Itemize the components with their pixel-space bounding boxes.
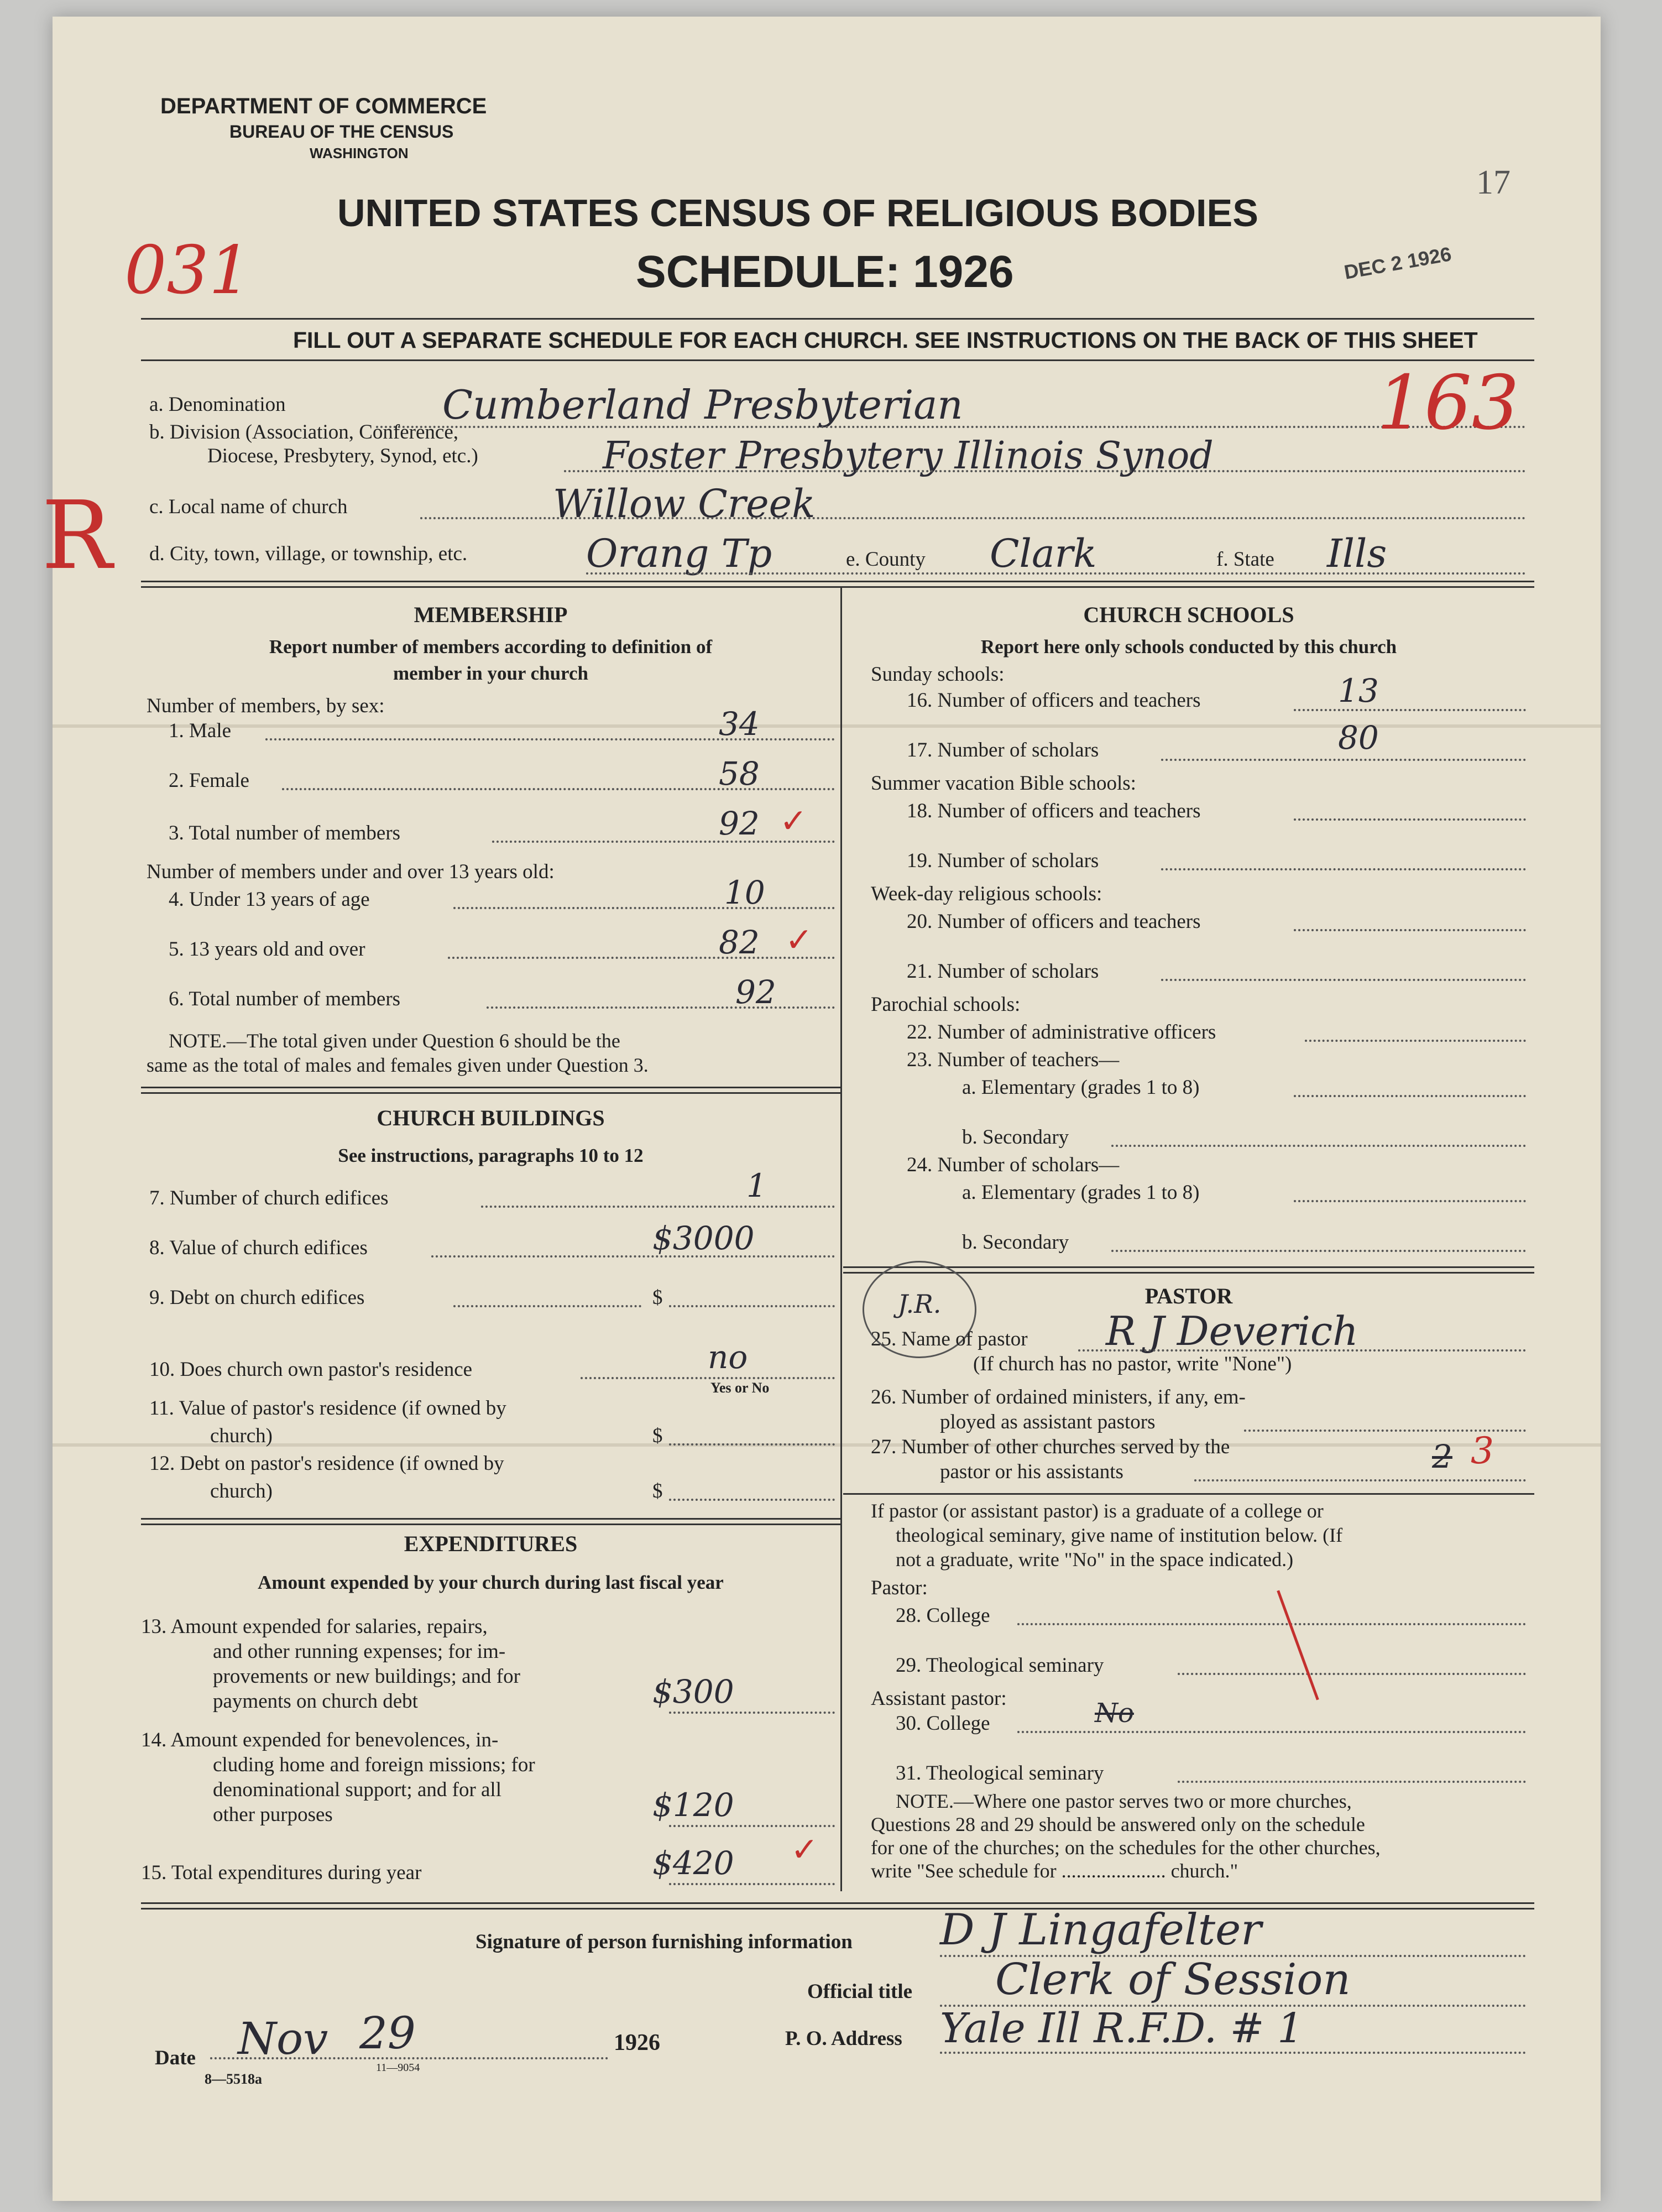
q4-label: 4. Under 13 years of age xyxy=(169,888,370,911)
circled-initials: J.R. xyxy=(863,1261,976,1358)
answer-line xyxy=(1017,1731,1526,1733)
city-label: d. City, town, village, or township, etc. xyxy=(149,542,468,565)
check-mark-icon: ✓ xyxy=(791,1832,819,1868)
answer-line xyxy=(1178,1781,1526,1783)
q29-label: 29. Theological seminary xyxy=(896,1654,1104,1677)
q9-label: 9. Debt on church edifices xyxy=(149,1286,365,1309)
divider xyxy=(141,359,1534,361)
divider xyxy=(843,1493,1534,1495)
print-number: 11—9054 xyxy=(376,2062,420,2074)
answer-line xyxy=(1017,1623,1526,1625)
graduate-instruction: If pastor (or assistant pastor) is a graduate of a college or xyxy=(871,1500,1324,1522)
schools-subtitle: Report here only schools conducted by this church xyxy=(980,636,1397,658)
q8-label: 8. Value of church edifices xyxy=(149,1237,368,1259)
answer-line xyxy=(581,1377,835,1379)
q18-label: 18. Number of officers and teachers xyxy=(907,800,1201,822)
answer-line xyxy=(420,517,1526,519)
sunday-label: Sunday schools: xyxy=(871,663,1005,686)
q27-label: 27. Number of other churches served by the xyxy=(871,1436,1230,1458)
buildings-subtitle: See instructions, paragraphs 10 to 12 xyxy=(338,1145,644,1166)
answer-line xyxy=(669,1825,835,1827)
graduate-instruction-2: theological seminary, give name of institution below. (If xyxy=(896,1524,1343,1546)
q27-struck-value: 2 xyxy=(1432,1438,1452,1475)
po-address-label: P. O. Address xyxy=(785,2027,902,2050)
county-value: Clark xyxy=(990,531,1097,576)
q26-label-2: ployed as assistant pastors xyxy=(940,1411,1156,1433)
divider xyxy=(141,1092,840,1094)
answer-line xyxy=(669,1883,835,1885)
received-date-stamp: DEC 2 1926 xyxy=(1342,242,1454,284)
red-number-annotation: 163 xyxy=(1377,359,1519,446)
q13-label-3: provements or new buildings; and for xyxy=(213,1665,520,1688)
answer-line xyxy=(669,1443,835,1446)
po-address-value: Yale Ill R.F.D. # 1 xyxy=(940,2005,1304,2052)
answer-line xyxy=(1111,1250,1526,1252)
membership-note-2: same as the total of males and females given under Question 3. xyxy=(147,1054,649,1076)
divider xyxy=(141,318,1534,320)
q24-label: 24. Number of scholars— xyxy=(907,1154,1120,1176)
dept-heading: DEPARTMENT OF COMMERCE xyxy=(160,94,487,118)
summer-label: Summer vacation Bible schools: xyxy=(871,772,1136,795)
q27-label-2: pastor or his assistants xyxy=(940,1460,1123,1483)
q17-label: 17. Number of scholars xyxy=(907,739,1099,761)
divider xyxy=(141,586,1534,588)
q7-label: 7. Number of church edifices xyxy=(149,1187,389,1209)
q25-label: 25. Name of pastor xyxy=(871,1328,1028,1350)
q2-value: 58 xyxy=(719,755,760,792)
q5-label: 5. 13 years old and over xyxy=(169,938,365,961)
state-label: f. State xyxy=(1216,548,1274,571)
q3-label: 3. Total number of members xyxy=(169,822,401,844)
schedule-title: SCHEDULE: 1926 xyxy=(636,247,1014,297)
buildings-heading: CHURCH BUILDINGS xyxy=(377,1105,605,1130)
answer-line xyxy=(1294,929,1526,931)
answer-line xyxy=(1178,1673,1526,1675)
answer-line xyxy=(487,1006,835,1009)
q13-value: $300 xyxy=(652,1673,734,1710)
q4-value: 10 xyxy=(724,874,765,911)
answer-line xyxy=(453,1305,641,1307)
membership-subtitle-2: member in your church xyxy=(393,662,588,684)
q14-label-2: cluding home and foreign missions; for xyxy=(213,1754,535,1776)
pastor-sub-label: Pastor: xyxy=(871,1577,928,1599)
q27-value: 3 xyxy=(1471,1430,1494,1472)
q13-label-2: and other running expenses; for im- xyxy=(213,1640,506,1663)
answer-line xyxy=(669,1499,835,1501)
q13-label: 13. Amount expended for salaries, repairs, xyxy=(141,1615,488,1638)
q25-value: R J Deverich xyxy=(1106,1308,1358,1354)
q23-label: 23. Number of teachers— xyxy=(907,1048,1120,1071)
q22-label: 22. Number of administrative officers xyxy=(907,1021,1216,1044)
form-number: 8—5518a xyxy=(205,2071,262,2087)
q11-label: 11. Value of pastor's residence (if owned by xyxy=(149,1397,506,1420)
q14-label: 14. Amount expended for benevolences, in- xyxy=(141,1729,499,1751)
q7-value: 1 xyxy=(746,1167,767,1204)
divider xyxy=(141,1518,840,1520)
weekday-label: Week-day religious schools: xyxy=(871,883,1102,905)
q21-label: 21. Number of scholars xyxy=(907,960,1099,983)
answer-line xyxy=(1078,1349,1526,1352)
expenditures-subtitle: Amount expended by your church during last fiscal year xyxy=(258,1572,724,1593)
answer-line xyxy=(1111,1145,1526,1147)
q30-value: No xyxy=(1095,1698,1134,1729)
q15-value: $420 xyxy=(652,1844,734,1882)
date-year: 1926 xyxy=(614,2030,660,2056)
q12-label: 12. Debt on pastor's residence (if owned by xyxy=(149,1452,504,1475)
q14-value: $120 xyxy=(652,1786,734,1824)
q9-dollar: $ xyxy=(652,1286,663,1309)
answer-line xyxy=(1294,1095,1526,1097)
answer-line xyxy=(586,572,1526,575)
answer-line xyxy=(669,1305,835,1307)
date-month: Nov xyxy=(238,2013,328,2064)
answer-line xyxy=(210,2057,608,2059)
official-title-label: Official title xyxy=(807,1980,913,2003)
signature-label: Signature of person furnishing information xyxy=(475,1931,853,1953)
division-label: b. Division (Association, Conference, xyxy=(149,421,458,444)
divider xyxy=(141,1902,1534,1904)
local-name-label: c. Local name of church xyxy=(149,495,348,518)
q1-value: 34 xyxy=(719,705,760,743)
pastor-note-3: for one of the churches; on the schedules for the other churches, xyxy=(871,1837,1381,1859)
check-mark-icon: ✓ xyxy=(780,803,808,839)
red-letter-annotation: R xyxy=(41,481,112,591)
answer-line xyxy=(669,1712,835,1714)
official-title-value: Clerk of Session xyxy=(995,1955,1351,2005)
answer-line xyxy=(564,470,1526,472)
divider xyxy=(141,1087,840,1088)
q8-value: $3000 xyxy=(652,1219,755,1257)
q11-label-2: church) xyxy=(210,1425,273,1447)
answer-line xyxy=(492,841,835,843)
membership-note: NOTE.—The total given under Question 6 should be the xyxy=(169,1030,620,1052)
answer-line xyxy=(1194,1479,1526,1481)
answer-line xyxy=(453,907,835,909)
answer-line xyxy=(1161,868,1526,870)
denomination-label: a. Denomination xyxy=(149,393,286,416)
q16-label: 16. Number of officers and teachers xyxy=(907,689,1201,712)
q30-label: 30. College xyxy=(896,1712,990,1735)
page-number: 17 xyxy=(1476,164,1511,201)
q23a-label: a. Elementary (grades 1 to 8) xyxy=(962,1076,1200,1099)
check-mark-icon: ✓ xyxy=(785,922,813,958)
q6-label: 6. Total number of members xyxy=(169,988,401,1010)
answer-line xyxy=(1294,709,1526,711)
yes-no-hint: Yes or No xyxy=(710,1380,770,1396)
assistant-sub-label: Assistant pastor: xyxy=(871,1687,1007,1710)
q14-label-3: denominational support; and for all xyxy=(213,1778,501,1801)
column-divider xyxy=(840,586,842,1891)
answer-line xyxy=(1305,1040,1526,1042)
q25-hint: (If church has no pastor, write "None") xyxy=(973,1353,1292,1375)
expenditures-heading: EXPENDITURES xyxy=(404,1531,578,1556)
graduate-instruction-3: not a graduate, write "No" in the space indicated.) xyxy=(896,1548,1294,1571)
q28-label: 28. College xyxy=(896,1604,990,1627)
answer-line xyxy=(1161,979,1526,981)
general-instruction: FILL OUT A SEPARATE SCHEDULE FOR EACH CHURCH. SEE INSTRUCTIONS ON THE BACK OF THIS SHEET xyxy=(293,327,1478,353)
form-title: UNITED STATES CENSUS OF RELIGIOUS BODIES xyxy=(337,191,1258,234)
schools-heading: CHURCH SCHOOLS xyxy=(1083,602,1294,627)
denomination-value: Cumberland Presbyterian xyxy=(442,382,963,428)
date-label: Date xyxy=(155,2047,196,2069)
by-sex-label: Number of members, by sex: xyxy=(147,695,385,717)
division-value: Foster Presbytery Illinois Synod xyxy=(603,434,1214,478)
pastor-note-4: write "See schedule for ..................... church." xyxy=(871,1860,1238,1882)
q16-value: 13 xyxy=(1338,672,1379,709)
q1-label: 1. Male xyxy=(169,719,232,742)
bureau-heading: BUREAU OF THE CENSUS xyxy=(229,122,454,142)
q24a-label: a. Elementary (grades 1 to 8) xyxy=(962,1181,1200,1204)
pastor-heading: PASTOR xyxy=(1144,1284,1233,1308)
q10-label: 10. Does church own pastor's residence xyxy=(149,1358,473,1381)
answer-line xyxy=(1294,818,1526,821)
membership-heading: MEMBERSHIP xyxy=(414,602,568,627)
pastor-note-2: Questions 28 and 29 should be answered only on the schedule xyxy=(871,1813,1365,1835)
divider xyxy=(141,581,1534,582)
signature-value: D J Lingafelter xyxy=(940,1905,1262,1955)
q6-value: 92 xyxy=(735,973,776,1011)
county-label: e. County xyxy=(846,548,926,571)
q12-label-2: church) xyxy=(210,1480,273,1503)
q2-label: 2. Female xyxy=(169,769,249,792)
city-value: Orang Tp xyxy=(586,531,772,576)
city-heading: WASHINGTON xyxy=(310,145,409,161)
under-over-label: Number of members under and over 13 years old: xyxy=(147,860,555,883)
divider xyxy=(141,1524,840,1525)
q24b-label: b. Secondary xyxy=(962,1231,1069,1254)
parochial-label: Parochial schools: xyxy=(871,993,1021,1016)
q3-value: 92 xyxy=(719,805,760,842)
answer-line xyxy=(448,957,835,959)
q19-label: 19. Number of scholars xyxy=(907,849,1099,872)
q20-label: 20. Number of officers and teachers xyxy=(907,910,1201,933)
q26-label: 26. Number of ordained ministers, if any, em- xyxy=(871,1386,1246,1408)
answer-line xyxy=(940,2052,1526,2054)
q31-label: 31. Theological seminary xyxy=(896,1762,1104,1785)
answer-line xyxy=(431,1255,835,1258)
q10-value: no xyxy=(708,1338,748,1376)
answer-line xyxy=(376,426,1526,428)
q5-value: 82 xyxy=(719,924,760,961)
q23b-label: b. Secondary xyxy=(962,1126,1069,1149)
answer-line xyxy=(1294,1200,1526,1202)
answer-line xyxy=(481,1206,835,1208)
membership-subtitle: Report number of members according to definition of xyxy=(269,636,713,658)
q13-label-4: payments on church debt xyxy=(213,1690,418,1713)
pastor-note: NOTE.—Where one pastor serves two or more churches, xyxy=(896,1790,1352,1812)
date-day: 29 xyxy=(359,2007,416,2059)
division-label-2: Diocese, Presbytery, Synod, etc.) xyxy=(207,445,478,467)
q15-label: 15. Total expenditures during year xyxy=(141,1861,422,1884)
state-value: Ills xyxy=(1327,531,1387,576)
local-name-value: Willow Creek xyxy=(553,481,816,526)
answer-line xyxy=(1161,759,1526,761)
q17-value: 80 xyxy=(1338,719,1379,757)
red-code-annotation: 031 xyxy=(124,232,252,309)
q12-dollar: $ xyxy=(652,1480,663,1503)
divider xyxy=(141,1908,1534,1910)
q14-label-4: other purposes xyxy=(213,1803,333,1826)
q11-dollar: $ xyxy=(652,1425,663,1447)
